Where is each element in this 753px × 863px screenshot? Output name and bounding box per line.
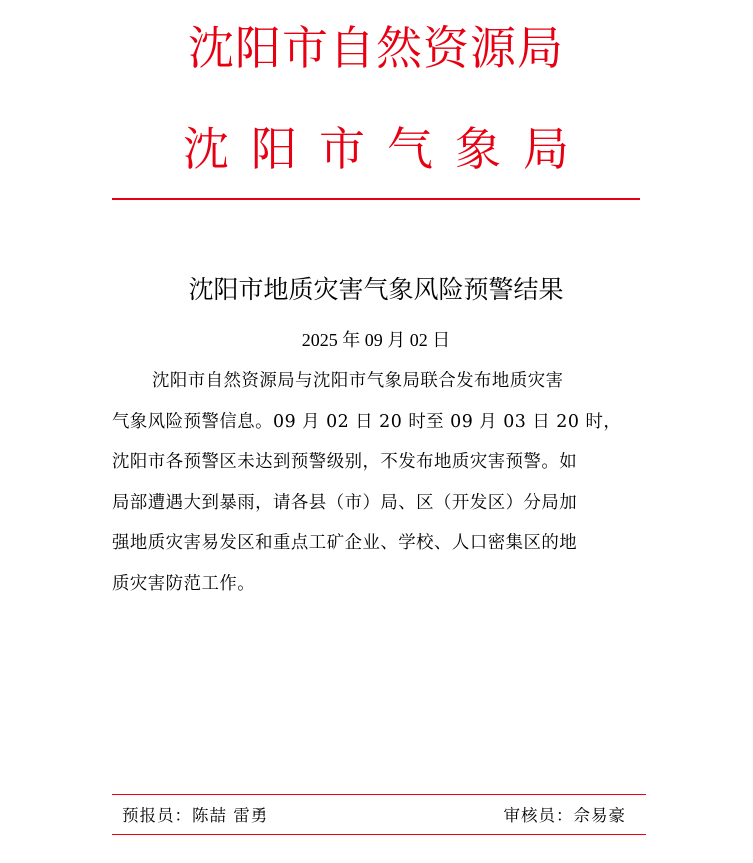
issuer-name-natural-resources: 沈阳市自然资源局 <box>188 21 564 75</box>
footer-divider-top <box>112 794 646 795</box>
document-title: 沈阳市地质灾害气象风险预警结果 <box>188 275 564 304</box>
body-line: 质灾害防范工作。 <box>112 573 256 594</box>
issuer-name-meteorological: 沈阳市气象局 <box>183 122 591 176</box>
body-line: 沈阳市自然资源局与沈阳市气象局联合发布地质灾害 <box>152 371 564 391</box>
document-body <box>112 361 640 604</box>
footer-divider-bottom <box>112 834 646 835</box>
document-date: 2025 年 09 月 02 日 <box>301 330 451 350</box>
body-line: 沈阳市各预警区未达到预警级别，不发布地质灾害预警。如 <box>112 452 578 472</box>
body-line: 强地质灾害易发区和重点工矿企业、学校、人口密集区的地 <box>112 533 578 553</box>
reviewer-label: 审核员：佘易豪 <box>503 806 626 825</box>
body-line: 气象风险预警信息。09 月 02 日 20 时至 09 月 03 日 20 时， <box>112 411 622 432</box>
body-line: 局部遭遇大到暴雨，请各县（市）局、区（开发区）分局加 <box>112 492 578 513</box>
header-divider <box>112 198 640 200</box>
forecaster-label: 预报员：陈喆 雷勇 <box>122 806 269 825</box>
